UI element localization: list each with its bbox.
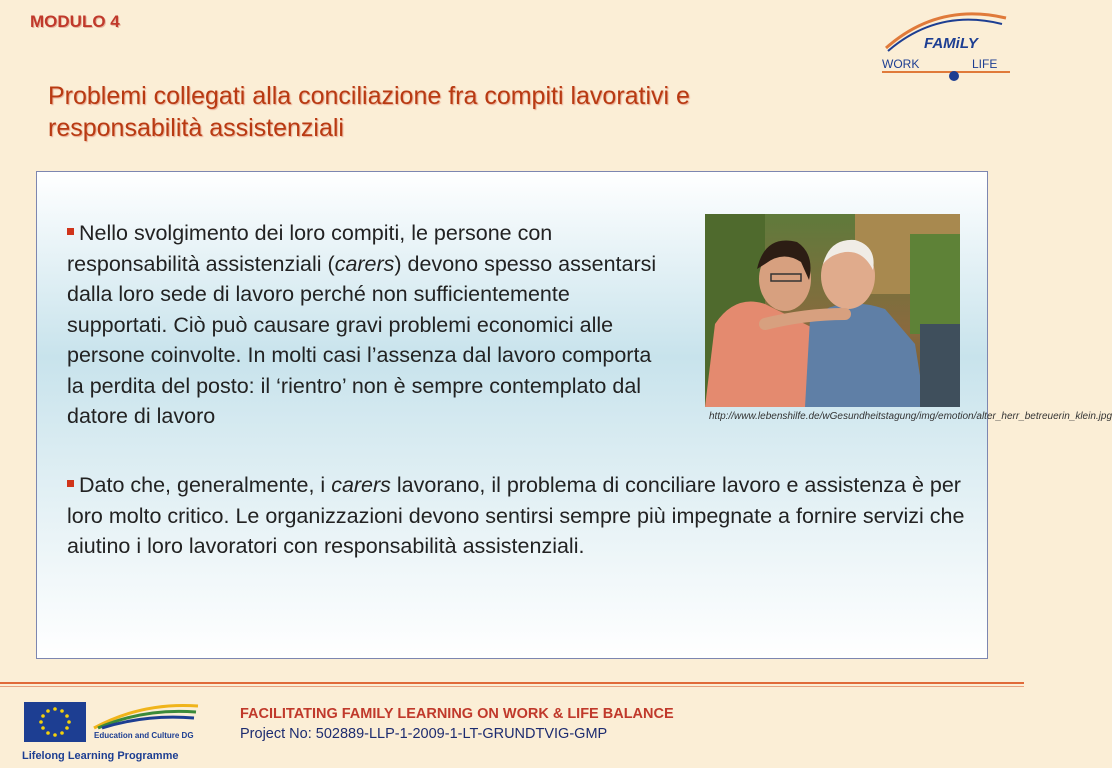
paragraph-1	[67, 218, 657, 432]
paragraph-1-italic: carers	[334, 251, 395, 276]
paragraph-2-italic: carers	[331, 473, 391, 497]
swoosh-icon	[92, 702, 200, 730]
paragraph-1-text-end: ) devono spesso assentarsi dalla loro sede di lavoro perché non sufficientemente supportati. Ciò può causare gravi problemi economici alle persone coinvolte. In molti casi l’assenza dal lavoro comporta la perdita del posto: il ‘rientro’ non è sempre contemplato dal datore di lavoro	[67, 251, 657, 428]
paragraph-2	[67, 470, 982, 562]
lifelong-learning-text: Lifelong Learning Programme	[22, 750, 179, 762]
eu-logo	[22, 700, 202, 764]
footer-project-number: Project No: 502889-LLP-1-2009-1-LT-GRUNDTVIG-GMP	[240, 726, 608, 742]
paragraph-1-text-start: Nello svolgimento dei loro compiti, le persone con responsabilità assistenziali (	[67, 221, 553, 276]
module-label: MODULO 4	[30, 12, 120, 31]
logo-family-text: FAMiLY	[924, 35, 978, 52]
slide-title: Problemi collegati alla conciliazione fra compiti lavorativi e responsabilità assistenziali	[48, 82, 690, 142]
photo-caption: http://www.lebenshilfe.de/wGesundheitstagung/img/emotion/alter_herr_betreuerin_klein.jpg	[709, 411, 1112, 422]
bullet-icon	[67, 480, 74, 487]
family-work-life-logo	[878, 8, 1018, 83]
footer-divider-thin	[0, 686, 1024, 687]
eu-flag-icon	[24, 702, 86, 742]
carer-photo	[705, 214, 960, 407]
paragraph-2-text-end: lavorano, il problema di conciliare lavoro e assistenza è per loro molto critico. Le organizzazioni devono sentirsi sempre più impegnate a fornire servizi che aiutino i loro lavoratori con responsabilità assistenziali.	[67, 473, 965, 558]
logo-life-text: LIFE	[972, 57, 998, 71]
footer-divider	[0, 682, 1024, 684]
footer-title: FACILITATING FAMILY LEARNING ON WORK & LIFE BALANCE	[240, 706, 674, 722]
bullet-icon	[67, 228, 74, 235]
education-culture-text: Education and Culture DG	[94, 731, 194, 740]
content-box	[36, 171, 1112, 659]
paragraph-2-text-start: Dato che, generalmente, i	[79, 473, 332, 497]
logo-work-text: WORK	[882, 57, 920, 71]
